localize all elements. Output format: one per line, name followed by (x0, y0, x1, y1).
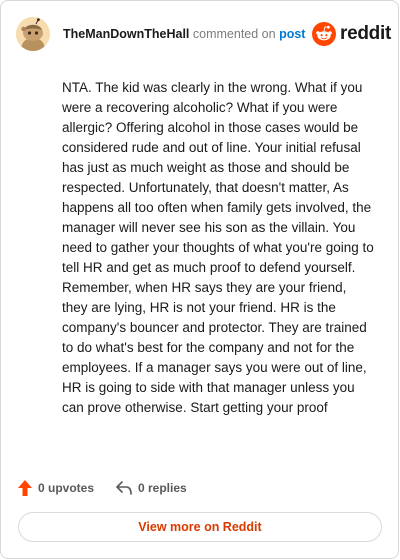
upvote-count: 0 upvotes (38, 481, 95, 495)
comment-meta (63, 26, 305, 42)
view-more-button[interactable]: View more on Reddit (18, 512, 382, 542)
reddit-wordmark: reddit (340, 23, 391, 44)
comment-header (1, 1, 398, 65)
reply-arrow-icon (115, 480, 133, 496)
comment-body: NTA. The kid was clearly in the wrong. What if you were a recovering alcoholic? What if you were allergic? Offering alcohol in those cases would be considered rude and out of line. Your initial refusal has just as much weight as those and should be respected. Unfortunately, that doesn't matter, As happens all too often when family gets involved, the manager will never see his son as the villain. You need to gather your thoughts of what you're going to tell HR and get as much proof to defend yourself. Remember, when HR says they are your friend, they are lying, HR is not your friend. HR is the company's bouncer and protector. They are trained to do what's best for the company and not for the employees. If a manager says you were out of line, HR is going to side with that manager unless you can prove otherwise. Start getting your proof (62, 80, 374, 415)
reply-button[interactable] (115, 477, 187, 499)
reddit-snoo-icon (312, 22, 336, 46)
reddit-logo[interactable] (312, 22, 391, 46)
comment-actions (1, 477, 398, 499)
upvote-button[interactable] (17, 477, 94, 499)
snoo-avatar-icon[interactable] (16, 17, 50, 51)
reply-count: 0 replies (138, 481, 187, 495)
commented-on-text: commented on (192, 27, 276, 41)
upvote-arrow-icon (17, 479, 33, 497)
post-link[interactable]: post (279, 27, 306, 41)
username-link[interactable]: TheManDownTheHall (63, 27, 190, 41)
